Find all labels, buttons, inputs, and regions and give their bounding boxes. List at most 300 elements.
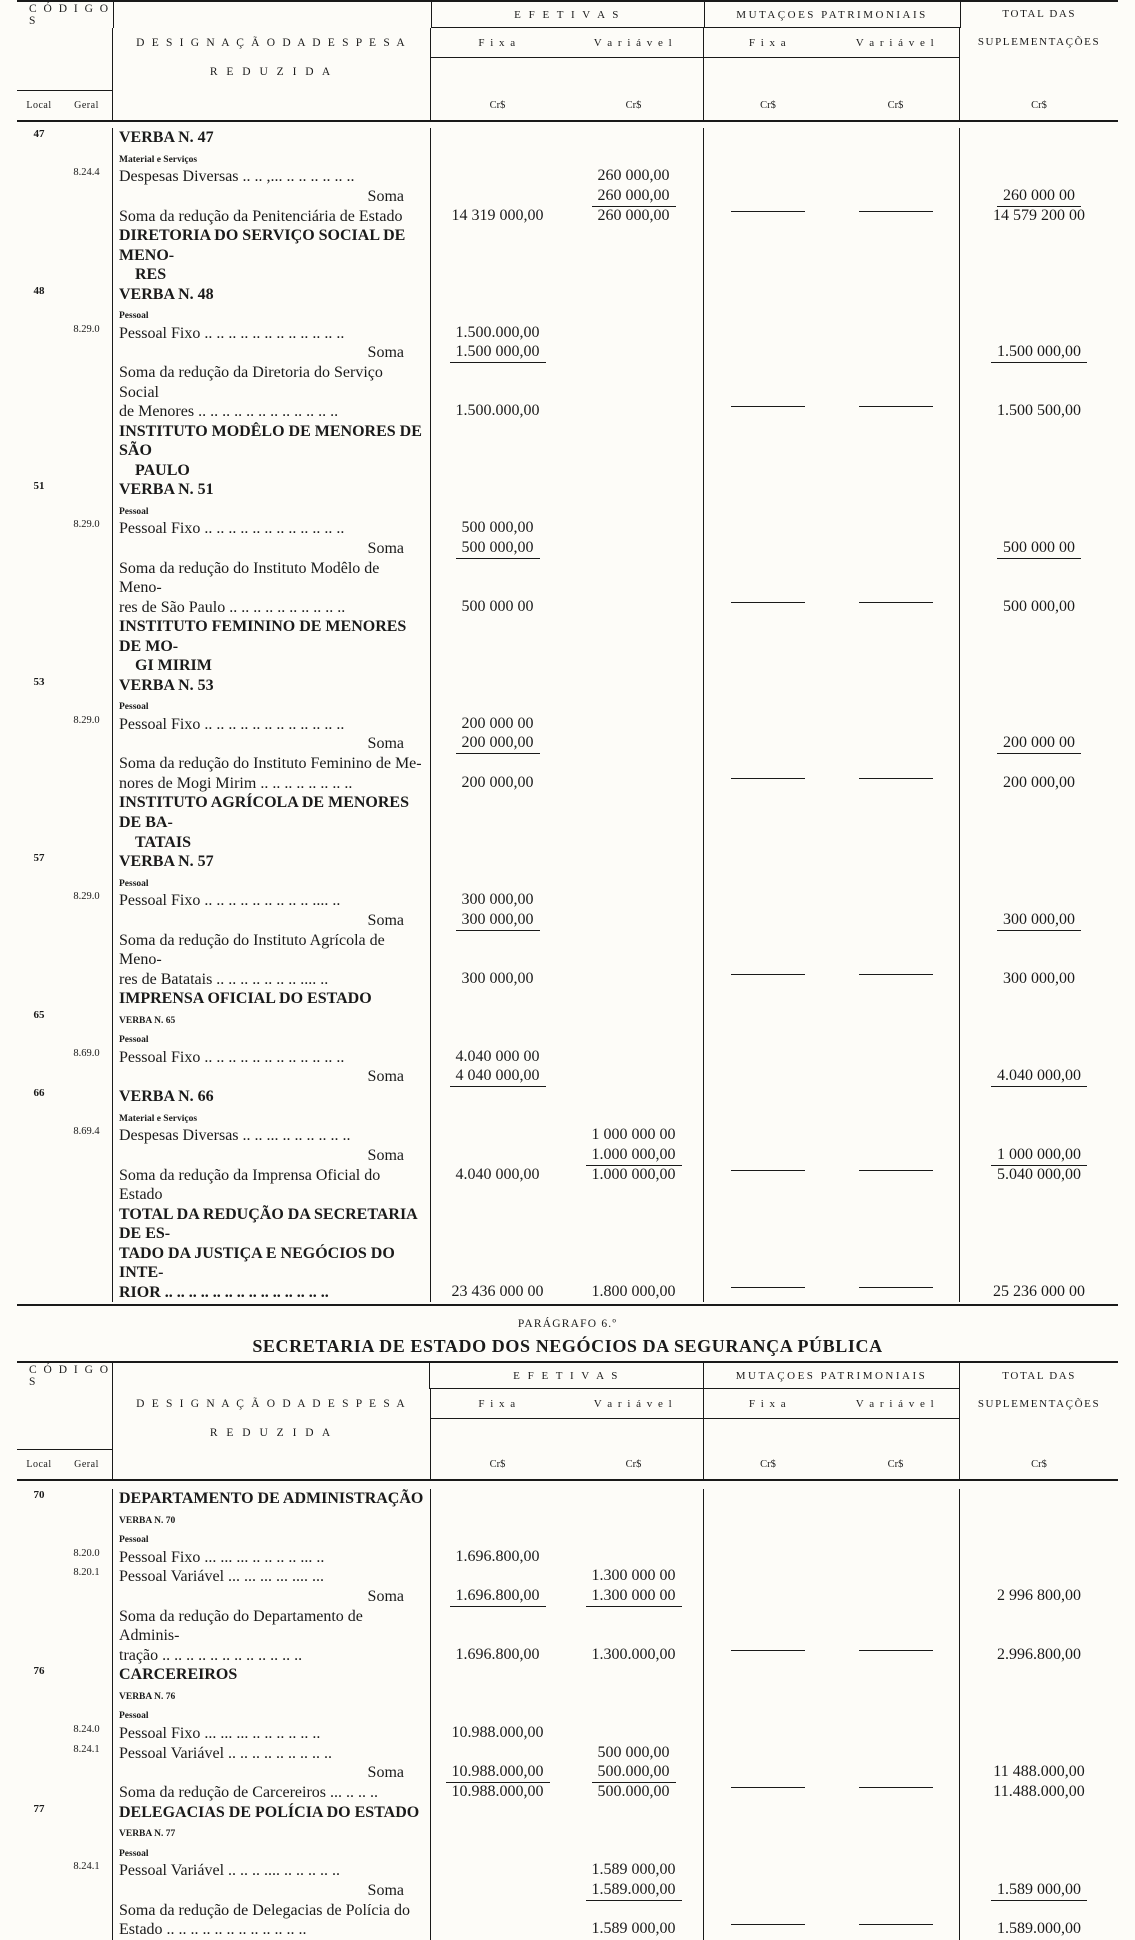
cell-mutacoes-fixa bbox=[704, 1283, 832, 1303]
cell-efetivas-variavel: 1.800 000,00 bbox=[564, 1283, 704, 1303]
cell-mutacoes-variavel bbox=[832, 754, 960, 774]
cell-mutacoes-fixa bbox=[704, 1548, 832, 1568]
cell-efetivas-fixa bbox=[431, 1205, 564, 1244]
table-row bbox=[17, 1567, 1118, 1587]
cell-designacao: Pessoal Fixo .. .. .. .. .. .. .. .. .. .. .. .. bbox=[113, 519, 431, 539]
cell-efetivas-variavel bbox=[564, 970, 704, 990]
cell-total: 2.996.800,00 bbox=[997, 1645, 1081, 1663]
header-cr-ef-fixa: Cr$ bbox=[489, 99, 506, 111]
cell-mutacoes-fixa bbox=[704, 324, 832, 344]
cell-geral bbox=[61, 1244, 113, 1283]
cell-geral bbox=[61, 774, 113, 794]
cell-local bbox=[17, 148, 61, 168]
cell-efetivas-variavel: 1.589 000,00 bbox=[564, 1861, 704, 1881]
cell-efetivas-variavel: 260 000,00 bbox=[564, 187, 704, 207]
cell-total bbox=[960, 363, 1118, 402]
cell-efetivas-variavel bbox=[564, 324, 704, 344]
cell-mutacoes-variavel bbox=[832, 559, 960, 598]
table-row bbox=[17, 1146, 1118, 1166]
cell-efetivas-fixa bbox=[431, 1028, 564, 1048]
cell-designacao: IMPRENSA OFICIAL DO ESTADO bbox=[113, 989, 431, 1009]
cell-local bbox=[17, 598, 61, 618]
cell-total bbox=[960, 676, 1118, 696]
header2-local: Local bbox=[26, 1459, 52, 1471]
cell-efetivas-fixa: 1.696.800,00 bbox=[455, 1547, 540, 1565]
cell-designacao: Material e Serviços bbox=[113, 148, 431, 168]
cell-geral bbox=[61, 187, 113, 207]
cell-designacao: Soma bbox=[113, 343, 431, 363]
cell-designacao: Pessoal Fixo .. .. .. .. .. .. .. .. .. .. .. .. bbox=[113, 715, 431, 735]
cell-total: 300 000,00 bbox=[1003, 969, 1075, 987]
table-row bbox=[17, 734, 1118, 754]
cell-local: 65 bbox=[33, 1008, 45, 1021]
cell-designacao: VERBA N. 47 bbox=[113, 128, 431, 148]
cell-efetivas-fixa: 1.500.000,00 bbox=[455, 402, 540, 420]
cell-local bbox=[17, 1861, 61, 1881]
cell-mutacoes-variavel bbox=[832, 774, 960, 794]
header-reduzida: R E D U Z I D A bbox=[209, 66, 334, 78]
cell-designacao: de Menores .. .. .. .. .. .. .. .. .. .. .. .. bbox=[113, 402, 431, 422]
table-row bbox=[17, 931, 1118, 970]
cell-local bbox=[17, 539, 61, 559]
cell-designacao: VERBA N. 51 bbox=[113, 480, 431, 500]
table-1-body bbox=[17, 122, 1118, 1302]
cell-mutacoes-fixa bbox=[704, 931, 832, 970]
cell-designacao: Soma bbox=[113, 1146, 431, 1166]
cell-efetivas-variavel bbox=[564, 656, 704, 676]
cell-local bbox=[17, 656, 61, 676]
cell-total: 11 488.000,00 bbox=[993, 1763, 1085, 1781]
cell-efetivas-variavel bbox=[564, 1842, 704, 1862]
cell-efetivas-variavel bbox=[564, 734, 704, 754]
cell-geral: 8.69.0 bbox=[61, 1048, 113, 1068]
cell-designacao: Despesas Diversas .. .. ,... .. .. .. .. .. .. bbox=[113, 167, 431, 187]
cell-designacao: Pessoal bbox=[113, 1028, 431, 1048]
cell-local bbox=[17, 167, 61, 187]
cell-mutacoes-variavel bbox=[832, 931, 960, 970]
cell-local bbox=[17, 304, 61, 324]
cell-local bbox=[17, 1704, 61, 1724]
cell-efetivas-variavel bbox=[564, 539, 704, 559]
cell-mutacoes-variavel bbox=[832, 1283, 960, 1303]
cell-geral bbox=[61, 1842, 113, 1862]
cell-mutacoes-variavel bbox=[832, 1587, 960, 1607]
cell-efetivas-fixa bbox=[431, 1704, 564, 1724]
cell-total bbox=[960, 891, 1118, 911]
cell-designacao: res de Batatais .. .. .. .. .. .. .. .... .. bbox=[113, 970, 431, 990]
cell-mutacoes-fixa bbox=[704, 285, 832, 305]
cell-mutacoes-variavel bbox=[832, 519, 960, 539]
cell-mutacoes-variavel bbox=[832, 1489, 960, 1509]
cell-geral bbox=[61, 734, 113, 754]
cell-efetivas-variavel bbox=[564, 891, 704, 911]
cell-mutacoes-fixa bbox=[704, 1646, 832, 1666]
cell-efetivas-fixa bbox=[431, 754, 564, 774]
cell-efetivas-variavel bbox=[564, 1822, 704, 1842]
cell-mutacoes-fixa bbox=[704, 1665, 832, 1685]
cell-efetivas-variavel bbox=[564, 989, 704, 1009]
cell-mutacoes-fixa bbox=[704, 833, 832, 853]
cell-total bbox=[960, 1901, 1118, 1921]
cell-local: 53 bbox=[33, 675, 45, 688]
cell-mutacoes-fixa bbox=[704, 754, 832, 774]
cell-mutacoes-variavel bbox=[832, 911, 960, 931]
cell-mutacoes-fixa bbox=[704, 1822, 832, 1842]
header2-efetivas-variavel: V a r i á v e l bbox=[593, 1397, 674, 1410]
cell-efetivas-fixa: 23 436 000 00 bbox=[451, 1282, 544, 1300]
cell-geral bbox=[61, 1509, 113, 1529]
cell-local bbox=[17, 1126, 61, 1146]
cell-geral: 8.20.0 bbox=[61, 1548, 113, 1568]
cell-mutacoes-fixa bbox=[704, 1205, 832, 1244]
cell-mutacoes-fixa bbox=[704, 1028, 832, 1048]
cell-designacao: Pessoal Fixo .. .. .. .. .. .. .. .. .. .. .. .. bbox=[113, 324, 431, 344]
cell-local bbox=[17, 1920, 61, 1940]
cell-local bbox=[17, 734, 61, 754]
cell-mutacoes-variavel bbox=[832, 1822, 960, 1842]
cell-designacao: TOTAL DA REDUÇÃO DA SECRETARIA DE ES- bbox=[113, 1205, 431, 1244]
cell-efetivas-variavel bbox=[564, 148, 704, 168]
cell-designacao: Pessoal Variável .. .. .. .. .. .. .. .. .. bbox=[113, 1744, 431, 1764]
cell-total: 260 000 00 bbox=[960, 187, 1118, 207]
cell-local bbox=[17, 754, 61, 774]
table-row bbox=[17, 500, 1118, 520]
cell-efetivas-fixa bbox=[431, 1842, 564, 1862]
cell-efetivas-variavel bbox=[564, 304, 704, 324]
table-row bbox=[17, 617, 1118, 656]
cell-efetivas-fixa: 200 000,00 bbox=[461, 773, 534, 791]
cell-local bbox=[17, 1685, 61, 1705]
paragrafo-label: PARÁGRAFO 6.º bbox=[517, 1318, 618, 1331]
cell-mutacoes-fixa bbox=[704, 598, 832, 618]
cell-geral bbox=[61, 559, 113, 598]
cell-mutacoes-variavel bbox=[832, 715, 960, 735]
cell-efetivas-variavel bbox=[564, 128, 704, 148]
header-geral: Geral bbox=[74, 100, 99, 111]
table-row bbox=[17, 1783, 1118, 1803]
table-row bbox=[17, 148, 1118, 168]
table-row bbox=[17, 285, 1118, 305]
cell-geral bbox=[61, 1665, 113, 1685]
cell-mutacoes-fixa bbox=[704, 1724, 832, 1744]
cell-geral bbox=[61, 1763, 113, 1783]
table-row bbox=[17, 343, 1118, 363]
header-mutacoes-fixa: F i x a bbox=[748, 36, 788, 49]
cell-efetivas-fixa bbox=[431, 480, 564, 500]
cell-efetivas-variavel bbox=[564, 1803, 704, 1823]
cell-local: 57 bbox=[33, 852, 45, 865]
cell-geral bbox=[61, 1822, 113, 1842]
section-title: SECRETARIA DE ESTADO DOS NEGÓCIOS DA SEGURANÇA PÚBLICA bbox=[252, 1336, 883, 1357]
cell-designacao: VERBA N. 76 bbox=[113, 1685, 431, 1705]
cell-total bbox=[960, 1028, 1118, 1048]
cell-geral bbox=[61, 128, 113, 148]
cell-mutacoes-variavel bbox=[832, 187, 960, 207]
cell-mutacoes-variavel bbox=[832, 1244, 960, 1283]
cell-local bbox=[17, 715, 61, 735]
cell-efetivas-fixa bbox=[431, 1244, 564, 1283]
cell-local bbox=[17, 1048, 61, 1068]
cell-mutacoes-variavel bbox=[832, 695, 960, 715]
cell-efetivas-fixa: 300 000,00 bbox=[461, 891, 534, 909]
cell-mutacoes-fixa bbox=[704, 343, 832, 363]
cell-mutacoes-fixa bbox=[704, 1009, 832, 1029]
header2-geral: Geral bbox=[74, 1459, 99, 1471]
cell-total bbox=[960, 285, 1118, 305]
cell-geral bbox=[61, 1009, 113, 1029]
cell-geral bbox=[61, 617, 113, 656]
table-row bbox=[17, 676, 1118, 696]
cell-designacao: VERBA N. 66 bbox=[113, 1087, 431, 1107]
cell-local bbox=[17, 833, 61, 853]
cell-mutacoes-fixa bbox=[704, 1861, 832, 1881]
cell-designacao: GI MIRIM bbox=[113, 656, 431, 676]
cell-local bbox=[17, 1881, 61, 1901]
cell-designacao: VERBA N. 65 bbox=[113, 1009, 431, 1029]
cell-total bbox=[960, 1509, 1118, 1529]
cell-efetivas-fixa bbox=[431, 1665, 564, 1685]
cell-geral bbox=[61, 1107, 113, 1127]
table-row bbox=[17, 1489, 1118, 1509]
cell-mutacoes-variavel bbox=[832, 1048, 960, 1068]
cell-efetivas-fixa: 14 319 000,00 bbox=[451, 206, 544, 224]
table-row bbox=[17, 1009, 1118, 1029]
cell-total bbox=[960, 1048, 1118, 1068]
cell-mutacoes-fixa bbox=[704, 1087, 832, 1107]
cell-mutacoes-variavel bbox=[832, 1548, 960, 1568]
cell-efetivas-fixa: 1.696.800,00 bbox=[431, 1587, 564, 1607]
cell-total bbox=[960, 1704, 1118, 1724]
cell-geral bbox=[61, 422, 113, 461]
cell-total bbox=[960, 852, 1118, 872]
cell-total bbox=[960, 793, 1118, 832]
cell-efetivas-fixa: 10.988.000,00 bbox=[451, 1783, 544, 1801]
cell-mutacoes-variavel bbox=[832, 852, 960, 872]
cell-mutacoes-fixa bbox=[704, 1685, 832, 1705]
cell-mutacoes-fixa bbox=[704, 774, 832, 794]
cell-local bbox=[17, 1107, 61, 1127]
cell-efetivas-fixa bbox=[431, 852, 564, 872]
cell-geral bbox=[61, 931, 113, 970]
cell-mutacoes-variavel bbox=[832, 402, 960, 422]
table-row bbox=[17, 1244, 1118, 1283]
table-row bbox=[17, 1548, 1118, 1568]
cell-total bbox=[960, 1107, 1118, 1127]
cell-efetivas-variavel bbox=[564, 1509, 704, 1529]
cell-designacao: Pessoal bbox=[113, 500, 431, 520]
table-row bbox=[17, 1283, 1118, 1303]
cell-mutacoes-variavel bbox=[832, 343, 960, 363]
cell-efetivas-variavel: 1 000 000 00 bbox=[564, 1126, 704, 1146]
cell-mutacoes-variavel bbox=[832, 598, 960, 618]
cell-mutacoes-fixa bbox=[704, 1587, 832, 1607]
cell-local bbox=[17, 422, 61, 461]
cell-designacao: Soma da redução do Departamento de Adminis- bbox=[113, 1607, 431, 1646]
cell-efetivas-fixa: 200 000 00 bbox=[461, 714, 534, 732]
header2-mutacoes: MUTAÇOES PATRIMONIAIS bbox=[735, 1369, 928, 1382]
cell-mutacoes-variavel bbox=[832, 1803, 960, 1823]
cell-efetivas-fixa bbox=[431, 461, 564, 481]
cell-total: 200 000 00 bbox=[960, 734, 1118, 754]
cell-total bbox=[960, 1842, 1118, 1862]
cell-mutacoes-fixa bbox=[704, 167, 832, 187]
cell-local bbox=[17, 265, 61, 285]
cell-mutacoes-variavel bbox=[832, 1665, 960, 1685]
cell-efetivas-fixa: 1.500 000,00 bbox=[431, 343, 564, 363]
cell-total: 1 000 000,00 bbox=[960, 1146, 1118, 1166]
cell-mutacoes-variavel bbox=[832, 461, 960, 481]
table-row bbox=[17, 1822, 1118, 1842]
cell-efetivas-fixa: 1.696.800,00 bbox=[455, 1645, 540, 1663]
cell-efetivas-variavel bbox=[564, 1028, 704, 1048]
cell-local bbox=[17, 1067, 61, 1087]
table-row bbox=[17, 1685, 1118, 1705]
cell-total: 14 579 200 00 bbox=[993, 206, 1085, 224]
cell-geral: 8.24.4 bbox=[61, 167, 113, 187]
cell-mutacoes-fixa bbox=[704, 1067, 832, 1087]
cell-designacao: Soma bbox=[113, 187, 431, 207]
cell-local: 66 bbox=[33, 1087, 45, 1100]
cell-local: 48 bbox=[33, 284, 45, 297]
table-row bbox=[17, 1744, 1118, 1764]
cell-efetivas-variavel bbox=[564, 1665, 704, 1685]
cell-efetivas-variavel: 1.000 000,00 bbox=[564, 1166, 704, 1205]
cell-mutacoes-variavel bbox=[832, 128, 960, 148]
cell-designacao: Pessoal Variável ... ... ... ... .... ... bbox=[113, 1567, 431, 1587]
cell-mutacoes-fixa bbox=[704, 265, 832, 285]
cell-efetivas-variavel bbox=[564, 833, 704, 853]
cell-mutacoes-variavel bbox=[832, 793, 960, 832]
table-row bbox=[17, 1205, 1118, 1244]
cell-mutacoes-variavel bbox=[832, 1146, 960, 1166]
cell-mutacoes-variavel bbox=[832, 1685, 960, 1705]
cell-mutacoes-variavel bbox=[832, 1920, 960, 1940]
cell-efetivas-variavel: 1.589 000,00 bbox=[564, 1920, 704, 1940]
cell-geral bbox=[61, 500, 113, 520]
cell-geral bbox=[61, 1205, 113, 1244]
cell-efetivas-variavel bbox=[564, 461, 704, 481]
cell-local bbox=[17, 1509, 61, 1529]
cell-efetivas-fixa bbox=[431, 695, 564, 715]
cell-designacao: DELEGACIAS DE POLÍCIA DO ESTADO bbox=[113, 1803, 431, 1823]
cell-local bbox=[17, 1763, 61, 1783]
cell-geral bbox=[61, 1489, 113, 1509]
cell-geral bbox=[61, 1881, 113, 1901]
cell-designacao: VERBA N. 48 bbox=[113, 285, 431, 305]
cell-total bbox=[960, 1567, 1118, 1587]
cell-efetivas-fixa: 4 040 000,00 bbox=[431, 1067, 564, 1087]
cell-efetivas-variavel: 1.300 000 00 bbox=[564, 1587, 704, 1607]
table-row bbox=[17, 539, 1118, 559]
cell-mutacoes-fixa bbox=[704, 1901, 832, 1921]
cell-mutacoes-fixa bbox=[704, 617, 832, 656]
cell-designacao: RES bbox=[113, 265, 431, 285]
table-row bbox=[17, 422, 1118, 461]
table-row bbox=[17, 1803, 1118, 1823]
cell-designacao: PAULO bbox=[113, 461, 431, 481]
cell-geral bbox=[61, 363, 113, 402]
table-row bbox=[17, 128, 1118, 148]
header-cr-total: Cr$ bbox=[1031, 99, 1047, 111]
header2-codigos: C Ó D I G O S bbox=[29, 1364, 111, 1389]
cell-designacao: Soma bbox=[113, 539, 431, 559]
cell-local: 51 bbox=[33, 480, 45, 493]
cell-local bbox=[17, 1567, 61, 1587]
cell-local bbox=[17, 1822, 61, 1842]
cell-local bbox=[17, 1283, 61, 1303]
cell-efetivas-fixa bbox=[431, 1861, 564, 1881]
cell-efetivas-variavel bbox=[564, 1244, 704, 1283]
cell-efetivas-variavel: 1.589.000,00 bbox=[564, 1881, 704, 1901]
cell-efetivas-fixa bbox=[431, 559, 564, 598]
cell-mutacoes-fixa bbox=[704, 539, 832, 559]
table-row bbox=[17, 891, 1118, 911]
cell-mutacoes-fixa bbox=[704, 1146, 832, 1166]
header-efetivas-fixa: F i x a bbox=[478, 36, 517, 49]
cell-designacao: Pessoal bbox=[113, 1842, 431, 1862]
cell-efetivas-fixa: 4.040 000 00 bbox=[455, 1047, 540, 1065]
cell-geral bbox=[61, 1607, 113, 1646]
cell-local bbox=[17, 911, 61, 931]
cell-geral: 8.29.0 bbox=[61, 324, 113, 344]
cell-geral bbox=[61, 1685, 113, 1705]
cell-mutacoes-fixa bbox=[704, 852, 832, 872]
cell-efetivas-fixa bbox=[431, 1489, 564, 1509]
cell-designacao: Pessoal bbox=[113, 304, 431, 324]
cell-geral bbox=[61, 1704, 113, 1724]
cell-total bbox=[960, 1244, 1118, 1283]
cell-total bbox=[960, 500, 1118, 520]
cell-total bbox=[960, 872, 1118, 892]
header2-cr-total: Cr$ bbox=[1031, 1458, 1047, 1470]
cell-local bbox=[17, 793, 61, 832]
cell-efetivas-variavel bbox=[564, 617, 704, 656]
cell-efetivas-variavel bbox=[564, 911, 704, 931]
cell-total: 500 000 00 bbox=[960, 539, 1118, 559]
cell-mutacoes-fixa bbox=[704, 715, 832, 735]
cell-mutacoes-fixa bbox=[704, 1744, 832, 1764]
cell-geral: 8.20.1 bbox=[61, 1567, 113, 1587]
cell-total: 500 000,00 bbox=[1003, 597, 1075, 615]
cell-geral bbox=[61, 1087, 113, 1107]
cell-mutacoes-fixa bbox=[704, 207, 832, 227]
cell-mutacoes-fixa bbox=[704, 480, 832, 500]
header-designacao: D E S I G N A Ç Ã O D A D E S P E S A bbox=[136, 37, 407, 49]
cell-efetivas-fixa bbox=[431, 148, 564, 168]
cell-efetivas-variavel bbox=[564, 480, 704, 500]
table-row bbox=[17, 911, 1118, 931]
cell-efetivas-variavel bbox=[564, 1901, 704, 1921]
cell-efetivas-variavel: 1.300 000 00 bbox=[564, 1567, 704, 1587]
cell-designacao: Despesas Diversas .. .. ... .. .. .. .. .. .. bbox=[113, 1126, 431, 1146]
cell-total bbox=[960, 1861, 1118, 1881]
cell-local bbox=[17, 872, 61, 892]
cell-efetivas-variavel bbox=[564, 1087, 704, 1107]
cell-local bbox=[17, 207, 61, 227]
header2-designacao: D E S I G N A Ç Ã O D A D E S P E S A bbox=[136, 1398, 407, 1411]
cell-mutacoes-fixa bbox=[704, 1166, 832, 1205]
cell-geral bbox=[61, 1528, 113, 1548]
cell-mutacoes-fixa bbox=[704, 1607, 832, 1646]
cell-local bbox=[17, 519, 61, 539]
cell-local: 77 bbox=[33, 1802, 45, 1815]
cell-geral bbox=[61, 598, 113, 618]
cell-local bbox=[17, 324, 61, 344]
cell-efetivas-variavel: 260 000,00 bbox=[564, 207, 704, 227]
cell-designacao: Soma bbox=[113, 1763, 431, 1783]
cell-designacao: VERBA N. 77 bbox=[113, 1822, 431, 1842]
cell-efetivas-fixa bbox=[431, 1803, 564, 1823]
